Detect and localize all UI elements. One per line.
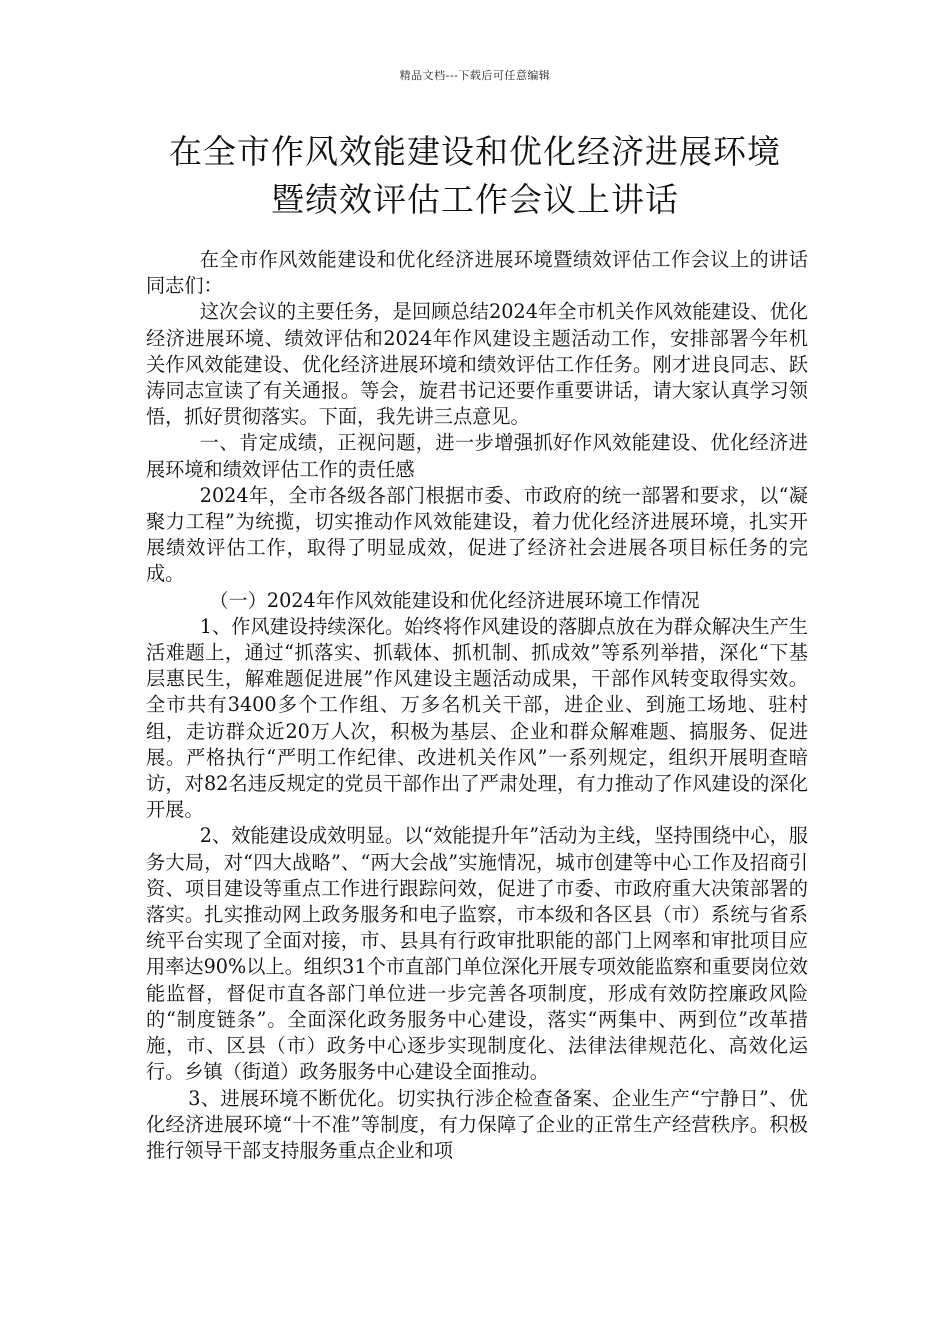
document-title [100,128,850,224]
header-note: 精品文档---下载后可任意编辑 [399,69,551,82]
title-line-1: 在全市作风效能建设和优化经济进展环境 [169,132,781,171]
paragraph-opening: 在全市作风效能建设和优化经济进展环境暨绩效评估工作会议上的讲话 同志们： [146,248,808,298]
paragraph-2024-summary: 2024年，全市各级各部门根据市委、市政府的统一部署和要求，以“凝聚力工程”为统揽，切实推动作风效能建设，着力优化经济进展环境，扎实开展绩效评估工作，取得了明显成效，促进了经济社会进展各项目标任务的完成。 [146,483,808,586]
subsection-heading-1: （一）2024年作风效能建设和优化经济进展环境工作情况 [209,588,700,612]
paragraph-meeting-tasks: 这次会议的主要任务，是回顾总结2024年全市机关作风效能建设、优化经济进展环境、绩效评估和2024年作风建设主题活动工作，安排部署今年机关作风效能建设、优化经济进展环境和绩效评估工作任务。刚才进良同志、跃涛同志宣读了有关通报。等会，旋君书记还要作重要讲话，请大家认真学习领悟，抓好贯彻落实。下面，我先讲三点意见。 [146,300,808,429]
title-line-2: 暨绩效评估工作会议上讲话 [271,180,679,219]
paragraph-item-2: 2、效能建设成效明显。以“效能提升年”活动为主线，坚持围绕中心，服务大局，对“四大战略”、“两大会战”实施情况，城市创建等中心工作及招商引资、项目建设等重点工作进行跟踪问效，促进了市委、市政府重大决策部署的落实。扎实推动网上政务服务和电子监察，市本级和各区县（市）系统与省系统平台实现了全面对接，市、县具有行政审批职能的部门上网率和审批项目应用率达90%以上。组织31个市直部门单位深化开展专项效能监察和重要岗位效能监督，督促市直各部门单位进一步完善各项制度，形成有效防控廉政风险的“制度链条”。全面深化政务服务中心建设，落实“两集中、两到位”改革措施，市、区县（市）政务中心逐步实现制度化、法律法律规范化、高效化运行。乡镇（街道）政务服务中心建设全面推动。 [146,824,808,1084]
paragraph-item-3: 3、进展环境不断优化。切实执行涉企检查备案、企业生产“宁静日”、优化经济进展环境“十不准”等制度，有力保障了企业的正常生产经营秩序。积极推行领导干部支持服务重点企业和项 [146,1086,808,1162]
document-body [146,247,808,1164]
paragraph-item-1: 1、作风建设持续深化。始终将作风建设的落脚点放在为群众解决生产生活难题上，通过“抓落实、抓载体、抓机制、抓成效”等系列举措，深化“下基层惠民生，解难题促进展”作风建设主题活动成果，干部作风转变取得实效。全市共有3400多个工作组、万多名机关干部，进企业、到施工场地、驻村组，走访群众近20万人次，积极为基层、企业和群众解难题、搞服务、促进展。严格执行“严明工作纪律、改进机关作风”一系列规定，组织开展明查暗访，对82名违反规定的党员干部作出了严肃处理，有力推动了作风建设的深化开展。 [146,614,808,822]
section-heading-1: 一、肯定成绩，正视问题，进一步增强抓好作风效能建设、优化经济进展环境和绩效评估工作的责任感 [146,431,808,481]
